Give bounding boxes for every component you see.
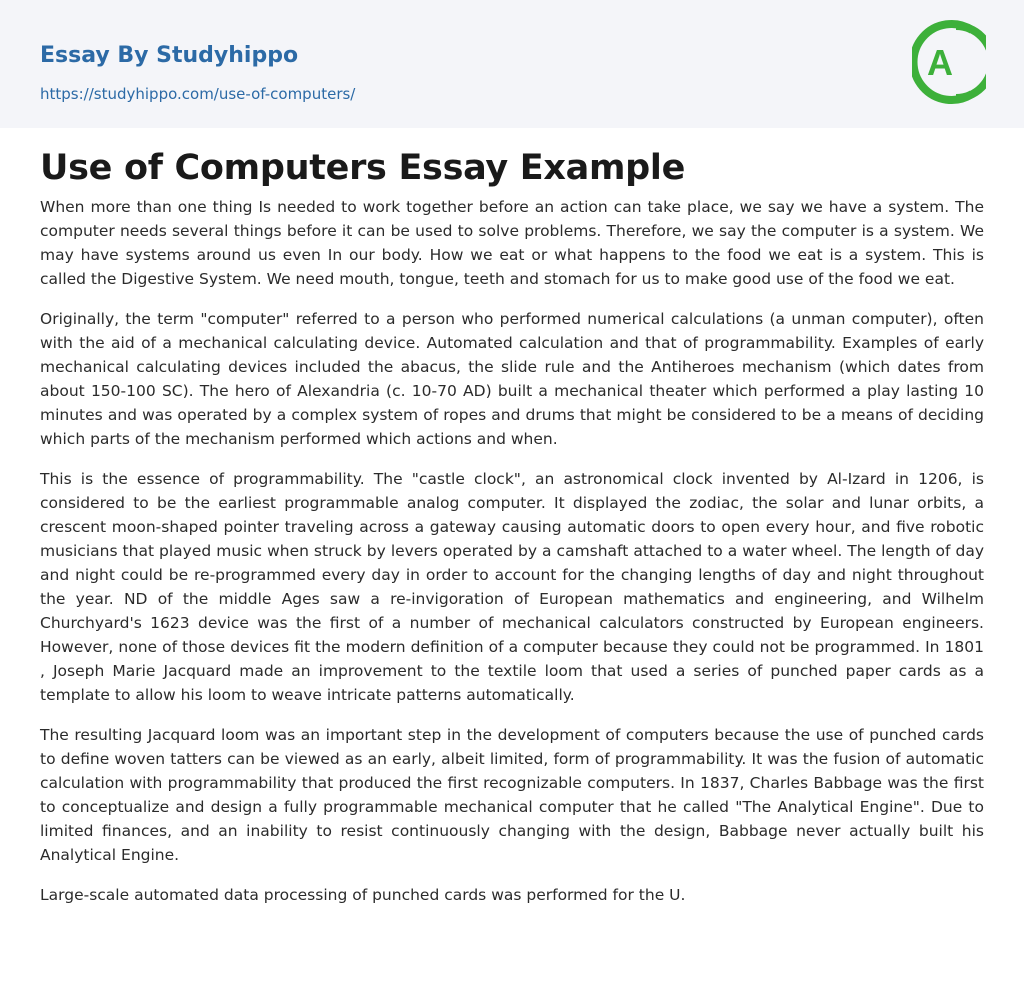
article-paragraph: Large-scale automated data processing of punched cards was performed for the U. xyxy=(40,886,686,904)
article-paragraph: When more than one thing Is needed to work together before an action can take place, we say we have a system. The computer needs several things before it can be used to solve problems. Therefore, we say the computer is a system. We may have systems around us even In our body. How we eat or what happens to the food we eat is a system. This is called the Digestive System. We need mouth, tongue, teeth and stomach for us to make good use of the food we eat. xyxy=(40,198,984,288)
studyhippo-logo-icon[interactable] xyxy=(912,18,986,106)
article xyxy=(40,143,984,923)
page-url-link[interactable]: https://studyhippo.com/use-of-computers/ xyxy=(40,85,356,103)
article-paragraph: Originally, the term "computer" referred to a person who performed numerical calculations (a unman computer), often with the aid of a mechanical calculating device. Automated calculation and that of programmability. Examples of early mechanical calculating devices included the abacus, the slide rule and the Antiheroes mechanism (which dates from about 150-100 SC). The hero of Alexandria (c. 10-70 AD) built a mechanical theater which performed a play lasting 10 minutes and was operated by a complex system of ropes and drums that might be considered to be a means of deciding which parts of the mechanism performed which actions and when. xyxy=(40,310,984,448)
page-title: Use of Computers Essay Example xyxy=(40,148,686,188)
article-paragraph: The resulting Jacquard loom was an important step in the development of computers because the use of punched cards to define woven tatters can be viewed as an early, albeit limited, form of programmability. It was the fusion of automatic calculation with programmability that produced the first recognizable computers. In 1837, Charles Babbage was the first to conceptualize and design a fully programmable mechanical computer that he called "The Analytical Engine". Due to limited finances, and an inability to resist continuously changing with the design, Babbage never actually built his Analytical Engine. xyxy=(40,726,984,864)
article-paragraph: This is the essence of programmability. The "castle clock", an astronomical clock invented by Al-Izard in 1206, is considered to be the earliest programmable analog computer. It displayed the zodiac, the solar and lunar orbits, a crescent moon-shaped pointer traveling across a gateway causing automatic doors to open every hour, and five robotic musicians that played music when struck by levers operated by a camshaft attached to a water wheel. The length of day and night could be re-programmed every day in order to account for the changing lengths of day and night throughout the year. ND of the middle Ages saw a re-invigoration of European mathematics and engineering, and Wilhelm Churchyard's 1623 device was the first of a number of mechanical calculators constructed by European engineers. However, none of those devices fit the modern definition of a computer because they could not be programmed. In 1801 , Joseph Marie Jacquard made an improvement to the textile loom that used a series of punched paper cards as a template to allow his loom to weave intricate patterns automatically. xyxy=(40,470,984,704)
site-title[interactable]: Essay By Studyhippo xyxy=(40,43,299,68)
logo-letter: A xyxy=(927,42,953,83)
site-header xyxy=(0,0,1024,128)
